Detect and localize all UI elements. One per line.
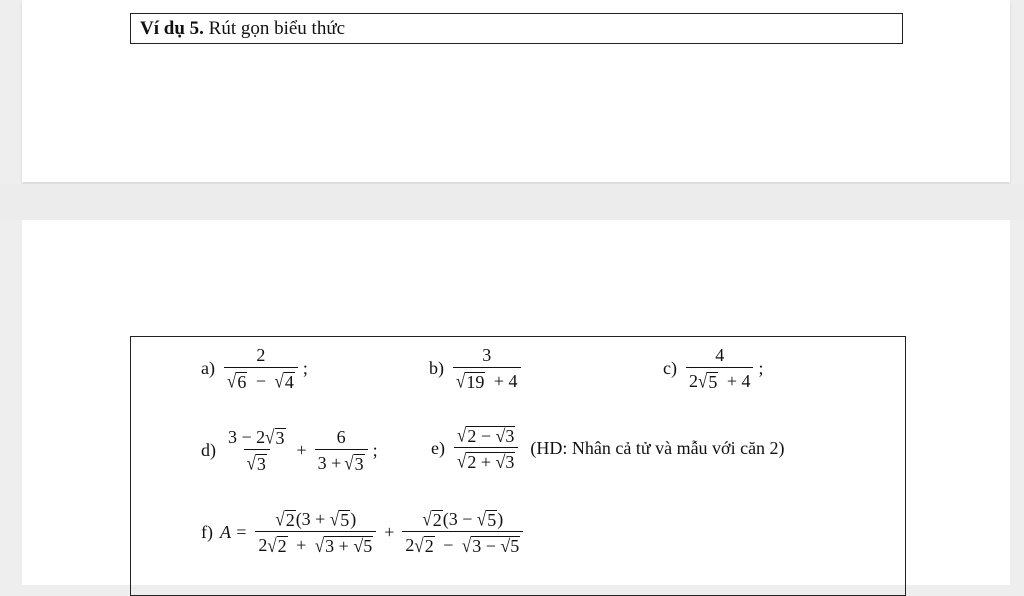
operator: +: [384, 521, 395, 542]
fraction-c-numerator: 4: [715, 345, 725, 365]
problem-d: [201, 427, 378, 473]
problem-a: [201, 345, 308, 391]
problem-f: [201, 509, 525, 555]
sqrt: √ 2 + √3: [456, 450, 515, 473]
radicand: 19: [466, 372, 485, 392]
term: (3 −: [442, 509, 473, 529]
term: 3 − 2: [228, 427, 266, 447]
punctuation: ;: [302, 357, 308, 378]
radicand: 5: [487, 510, 497, 530]
radicand: 4: [284, 372, 294, 392]
fraction-f1-denominator: [255, 531, 376, 555]
problem-c: [663, 345, 764, 391]
radicand: 2 + √3: [467, 452, 515, 472]
fraction-d2-numerator: 6: [336, 427, 346, 447]
fraction-a: [224, 345, 298, 391]
operator: +: [296, 535, 307, 555]
hint-text: (HD: Nhân cả tử và mẫu với căn 2): [530, 437, 785, 458]
fraction-e: [454, 425, 518, 471]
problem-box: [130, 336, 906, 596]
variable-a: A =: [220, 521, 248, 542]
sqrt: √ 2: [414, 534, 434, 557]
sqrt: √ 5: [697, 370, 718, 393]
paren: ): [497, 509, 504, 529]
example-number: Ví dụ 5.: [140, 18, 204, 39]
fraction-f1: [255, 509, 376, 555]
coefficient: 2: [405, 535, 415, 555]
punctuation: ;: [372, 439, 378, 460]
fraction-a-numerator: 2: [256, 345, 266, 365]
sqrt: √ 6: [226, 370, 247, 393]
sqrt: √ 3: [265, 426, 285, 449]
fraction-b-denominator: [453, 367, 521, 391]
fraction-b: [453, 345, 521, 391]
problem-a-label: a): [201, 357, 215, 378]
sqrt: √ 2: [267, 534, 287, 557]
sqrt: √ 3: [344, 452, 364, 475]
page-2: [22, 220, 1010, 585]
problem-b: [429, 345, 523, 391]
punctuation: ;: [758, 357, 764, 378]
fraction-a-denominator: [224, 367, 298, 391]
sqrt: √ 2: [275, 508, 295, 531]
term: 3 +: [317, 453, 342, 473]
fraction-f2-denominator: [402, 531, 523, 555]
fraction-d1: [225, 427, 289, 473]
page-gap: [0, 184, 1024, 220]
fraction-b-numerator: 3: [482, 345, 492, 365]
coefficient: 2: [258, 535, 268, 555]
problem-e-label: e): [431, 437, 445, 458]
radicand: 3 − √5: [472, 536, 520, 556]
fraction-d2: [315, 427, 368, 473]
sqrt: √ 2: [422, 508, 442, 531]
radicand: 5: [708, 372, 718, 392]
term: + 4: [726, 371, 751, 391]
radicand: 3: [256, 454, 266, 474]
problem-f-label: f): [201, 521, 213, 542]
radicand: 6: [237, 372, 247, 392]
coefficient: 2: [688, 371, 698, 391]
sqrt: √ 2 − √3: [456, 424, 515, 447]
sqrt: √ 5: [329, 508, 350, 531]
example-title: Rút gọn biểu thức: [208, 18, 346, 39]
fraction-f2-numerator: [419, 509, 506, 531]
radicand: 2: [277, 536, 287, 556]
sqrt: √ 3 − √5: [461, 534, 520, 557]
radicand: 2 − √3: [467, 426, 515, 446]
radicand: 2: [432, 510, 442, 530]
fraction-e-denominator: [454, 447, 518, 471]
radicand: 3: [354, 454, 364, 474]
sqrt: √ 19: [456, 370, 485, 393]
page-1: [22, 0, 1010, 182]
term: (3 +: [295, 509, 326, 529]
problem-e: [431, 425, 785, 471]
radicand: 2: [424, 536, 434, 556]
fraction-f2: [402, 509, 523, 555]
fraction-c: [686, 345, 754, 391]
radicand: 3 + √5: [325, 536, 373, 556]
term: + 4: [493, 371, 518, 391]
fraction-d1-denominator: [244, 449, 270, 473]
operator: +: [296, 439, 307, 460]
example-title-box: [130, 13, 903, 44]
fraction-d1-numerator: [225, 427, 289, 449]
radicand: 3: [275, 428, 285, 448]
radicand: 5: [340, 510, 350, 530]
problem-c-label: c): [663, 357, 677, 378]
problem-d-label: d): [201, 439, 216, 460]
sqrt: √ 3 + √5: [314, 534, 373, 557]
sqrt: √ 4: [274, 370, 294, 393]
fraction-e-numerator: [454, 425, 518, 447]
operator: −: [255, 371, 266, 391]
paren: ): [350, 509, 357, 529]
sqrt: √ 5: [476, 508, 497, 531]
problem-b-label: b): [429, 357, 444, 378]
fraction-d2-denominator: [315, 449, 368, 473]
sqrt: √ 3: [246, 452, 266, 475]
fraction-f1-numerator: [272, 509, 359, 531]
operator: −: [443, 535, 454, 555]
radicand: 2: [285, 510, 295, 530]
fraction-c-denominator: [686, 367, 754, 391]
